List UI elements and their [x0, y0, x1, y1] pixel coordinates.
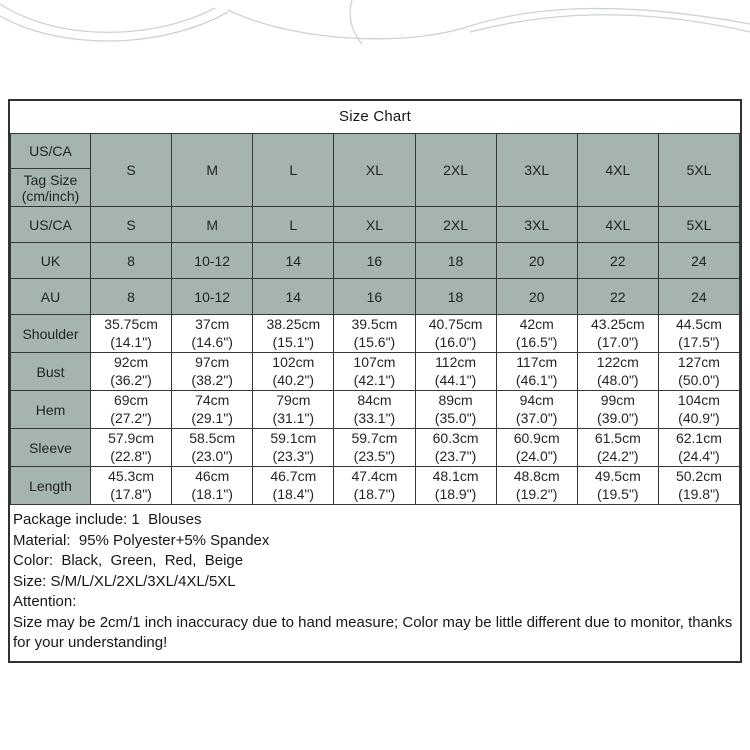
- measurement-cell: [253, 467, 334, 505]
- size-header-cell: XL: [334, 134, 415, 207]
- measurement-inch: (18.9"): [434, 485, 477, 502]
- size-header-cell: 2XL: [415, 134, 496, 207]
- measurement-cell: [334, 315, 415, 353]
- size-cell: 5XL: [658, 207, 739, 243]
- measurement-inch: (15.6"): [353, 333, 396, 350]
- tag-size-line: Tag Size: [23, 171, 78, 188]
- size-chart-box: [8, 99, 742, 663]
- measurement-cm: 84cm: [357, 392, 392, 408]
- measurement-cm: 102cm: [272, 354, 315, 370]
- size-cell: 14: [253, 279, 334, 315]
- measurement-inch: (23.7"): [434, 447, 477, 464]
- row-label: Length: [11, 467, 91, 505]
- measurement-cell: [334, 353, 415, 391]
- measurement-inch: (38.2"): [191, 371, 233, 388]
- details-line: Package include: 1 Blouses: [13, 511, 202, 528]
- row-label: AU: [11, 279, 91, 315]
- measurement-cell: [253, 391, 334, 429]
- size-cell: 20: [496, 243, 577, 279]
- size-cell: 22: [577, 243, 658, 279]
- measurement-cell: [496, 315, 577, 353]
- size-header-cell: L: [253, 134, 334, 207]
- garment-hem-decoration: [0, 0, 750, 48]
- measurement-inch: (40.9"): [678, 409, 720, 426]
- measurement-cm: 42cm: [519, 316, 554, 332]
- measurement-cell: [172, 429, 253, 467]
- measurement-inch: (17.0"): [597, 333, 639, 350]
- measurement-cm: 48.1cm: [432, 468, 479, 484]
- measurement-inch: (37.0"): [515, 409, 558, 426]
- size-cell: XL: [334, 207, 415, 243]
- measurement-cell: [91, 315, 172, 353]
- measurement-inch: (31.1"): [272, 409, 315, 426]
- measurement-cell: [172, 467, 253, 505]
- size-header-cell: 5XL: [658, 134, 739, 207]
- measurement-inch: (22.8"): [110, 447, 152, 464]
- measurement-cell: [415, 429, 496, 467]
- row-label: US/CA: [11, 207, 91, 243]
- details-line: Material: 95% Polyester+5% Spandex: [13, 531, 270, 549]
- size-cell: 18: [415, 279, 496, 315]
- measurement-cell: [172, 353, 253, 391]
- measurement-cm: 60.9cm: [513, 430, 560, 446]
- measurement-cm: 59.1cm: [270, 430, 317, 446]
- measurement-cm: 57.9cm: [108, 430, 155, 446]
- measurement-inch: (44.1"): [434, 371, 477, 388]
- measurement-inch: (36.2"): [110, 371, 152, 388]
- size-cell: 14: [253, 243, 334, 279]
- measurement-inch: (18.1"): [191, 485, 233, 502]
- measurement-cm: 50.2cm: [675, 468, 722, 484]
- measurement-cell: [577, 315, 658, 353]
- measurement-cell: [253, 429, 334, 467]
- sizing-row: [11, 207, 740, 243]
- measurement-cell: [334, 467, 415, 505]
- size-cell: 16: [334, 243, 415, 279]
- measurement-cell: [172, 315, 253, 353]
- size-chart-table: [10, 133, 740, 505]
- size-cell: 24: [658, 279, 739, 315]
- measurement-inch: (50.0"): [678, 371, 720, 388]
- size-header-cell: M: [172, 134, 253, 207]
- tag-size-unit-line: (cm/inch): [21, 187, 80, 204]
- row-label: Hem: [11, 391, 91, 429]
- measurement-inch: (19.8"): [678, 485, 720, 502]
- measurement-inch: (14.1"): [110, 333, 152, 350]
- measurement-inch: (16.5"): [515, 333, 558, 350]
- measurement-inch: (18.7"): [353, 485, 396, 502]
- row-label: Shoulder: [11, 315, 91, 353]
- size-cell: 4XL: [577, 207, 658, 243]
- measurement-inch: (15.1"): [272, 333, 315, 350]
- measurement-cell: [91, 391, 172, 429]
- measurement-cell: [172, 391, 253, 429]
- measurement-cm: 45.3cm: [108, 468, 155, 484]
- measurement-inch: (16.0"): [434, 333, 477, 350]
- measurement-cell: [496, 467, 577, 505]
- measurement-cell: [496, 353, 577, 391]
- measurement-row: [11, 315, 740, 353]
- measurement-row: [11, 353, 740, 391]
- size-header-cell: 3XL: [496, 134, 577, 207]
- corner-us-ca-label: US/CA: [11, 134, 91, 169]
- size-cell: 16: [334, 279, 415, 315]
- measurement-cell: [91, 467, 172, 505]
- product-details: [10, 505, 740, 661]
- measurement-cm: 38.25cm: [266, 316, 321, 332]
- measurement-cell: [334, 429, 415, 467]
- measurement-cell: [415, 467, 496, 505]
- measurement-cell: [577, 467, 658, 505]
- measurement-cm: 97cm: [195, 354, 230, 370]
- measurement-cm: 59.7cm: [351, 430, 398, 446]
- size-cell: 24: [658, 243, 739, 279]
- size-cell: S: [91, 207, 172, 243]
- measurement-cell: [334, 391, 415, 429]
- measurement-cm: 112cm: [435, 354, 477, 370]
- size-cell: 3XL: [496, 207, 577, 243]
- measurement-cm: 44.5cm: [675, 316, 722, 332]
- measurement-cm: 58.5cm: [189, 430, 236, 446]
- measurement-inch: (48.0"): [597, 371, 639, 388]
- size-header-cell: 4XL: [577, 134, 658, 207]
- measurement-cell: [415, 315, 496, 353]
- measurement-row: [11, 391, 740, 429]
- measurement-cm: 107cm: [353, 354, 396, 370]
- measurement-row: [11, 467, 740, 505]
- measurement-cell: [496, 429, 577, 467]
- measurement-inch: (29.1"): [191, 409, 233, 426]
- measurement-cell: [415, 391, 496, 429]
- measurement-cm: 46cm: [195, 468, 230, 484]
- details-line: Size: S/M/L/XL/2XL/3XL/4XL/5XL: [13, 572, 236, 590]
- size-table-body: [11, 134, 740, 505]
- size-cell: 10-12: [172, 243, 253, 279]
- corner-tag-size-label: [11, 169, 91, 207]
- measurement-cm: 46.7cm: [270, 468, 317, 484]
- measurement-inch: (23.3"): [272, 447, 315, 464]
- size-cell: 10-12: [172, 279, 253, 315]
- measurement-cm: 37cm: [195, 316, 230, 332]
- measurement-cm: 39.5cm: [351, 316, 398, 332]
- measurement-inch: (18.4"): [272, 485, 315, 502]
- measurement-cm: 43.25cm: [590, 316, 645, 332]
- size-cell: 20: [496, 279, 577, 315]
- measurement-inch: (27.2"): [110, 409, 152, 426]
- measurement-inch: (42.1"): [353, 371, 396, 388]
- measurement-cell: [577, 391, 658, 429]
- measurement-cm: 48.8cm: [513, 468, 560, 484]
- measurement-inch: (19.2"): [515, 485, 558, 502]
- measurement-inch: (46.1"): [515, 371, 558, 388]
- sizing-row: [11, 243, 740, 279]
- row-label: Sleeve: [11, 429, 91, 467]
- measurement-inch: (40.2"): [272, 371, 315, 388]
- measurement-cell: [658, 353, 739, 391]
- measurement-cm: 94cm: [519, 392, 554, 408]
- measurement-cm: 117cm: [516, 354, 558, 370]
- measurement-cm: 35.75cm: [104, 316, 158, 332]
- row-label: UK: [11, 243, 91, 279]
- details-line: Size may be 2cm/1 inch inaccuracy due to hand measure; Color may be little different due to monitor, thanks for your understanding!: [13, 613, 737, 651]
- measurement-cell: [577, 353, 658, 391]
- size-cell: 8: [91, 279, 172, 315]
- measurement-cell: [496, 391, 577, 429]
- measurement-cm: 61.5cm: [594, 430, 641, 446]
- measurement-inch: (23.5"): [353, 447, 396, 464]
- measurement-cm: 122cm: [596, 354, 639, 370]
- measurement-inch: (14.6"): [191, 333, 233, 350]
- measurement-row: [11, 429, 740, 467]
- measurement-cm: 74cm: [195, 392, 230, 408]
- measurement-cm: 127cm: [677, 354, 720, 370]
- measurement-inch: (24.4"): [678, 447, 720, 464]
- measurement-cell: [658, 467, 739, 505]
- size-header-cell: S: [91, 134, 172, 207]
- measurement-cm: 62.1cm: [675, 430, 722, 446]
- measurement-cell: [91, 429, 172, 467]
- measurement-cm: 79cm: [276, 392, 311, 408]
- measurement-cell: [415, 353, 496, 391]
- measurement-inch: (23.0"): [191, 447, 233, 464]
- size-chart-title: Size Chart: [338, 108, 412, 125]
- measurement-cm: 92cm: [113, 354, 149, 370]
- sizing-row: [11, 279, 740, 315]
- measurement-inch: (17.8"): [110, 485, 152, 502]
- measurement-inch: (17.5"): [678, 333, 720, 350]
- measurement-cell: [658, 315, 739, 353]
- measurement-cm: 47.4cm: [351, 468, 398, 484]
- measurement-cm: 49.5cm: [594, 468, 641, 484]
- measurement-cell: [253, 315, 334, 353]
- measurement-cell: [658, 391, 739, 429]
- size-cell: 22: [577, 279, 658, 315]
- measurement-cm: 60.3cm: [432, 430, 479, 446]
- measurement-cell: [253, 353, 334, 391]
- measurement-cm: 99cm: [600, 392, 635, 408]
- row-label: Bust: [11, 353, 91, 391]
- details-line: Color: Black, Green, Red, Beige: [13, 552, 244, 569]
- measurement-inch: (35.0"): [434, 409, 477, 426]
- measurement-cell: [91, 353, 172, 391]
- size-cell: 8: [91, 243, 172, 279]
- measurement-cm: 69cm: [113, 392, 149, 408]
- header-row-top: [11, 134, 740, 169]
- size-cell: M: [172, 207, 253, 243]
- measurement-cell: [658, 429, 739, 467]
- size-cell: 2XL: [415, 207, 496, 243]
- details-line: Attention:: [13, 593, 77, 610]
- size-cell: 18: [415, 243, 496, 279]
- measurement-inch: (24.0"): [515, 447, 558, 464]
- measurement-inch: (33.1"): [353, 409, 396, 426]
- size-cell: L: [253, 207, 334, 243]
- measurement-inch: (24.2"): [597, 447, 639, 464]
- measurement-cell: [577, 429, 658, 467]
- measurement-cm: 89cm: [438, 392, 473, 408]
- measurement-inch: (39.0"): [597, 409, 639, 426]
- measurement-cm: 40.75cm: [428, 316, 483, 332]
- measurement-cm: 104cm: [677, 392, 720, 408]
- measurement-inch: (19.5"): [597, 485, 639, 502]
